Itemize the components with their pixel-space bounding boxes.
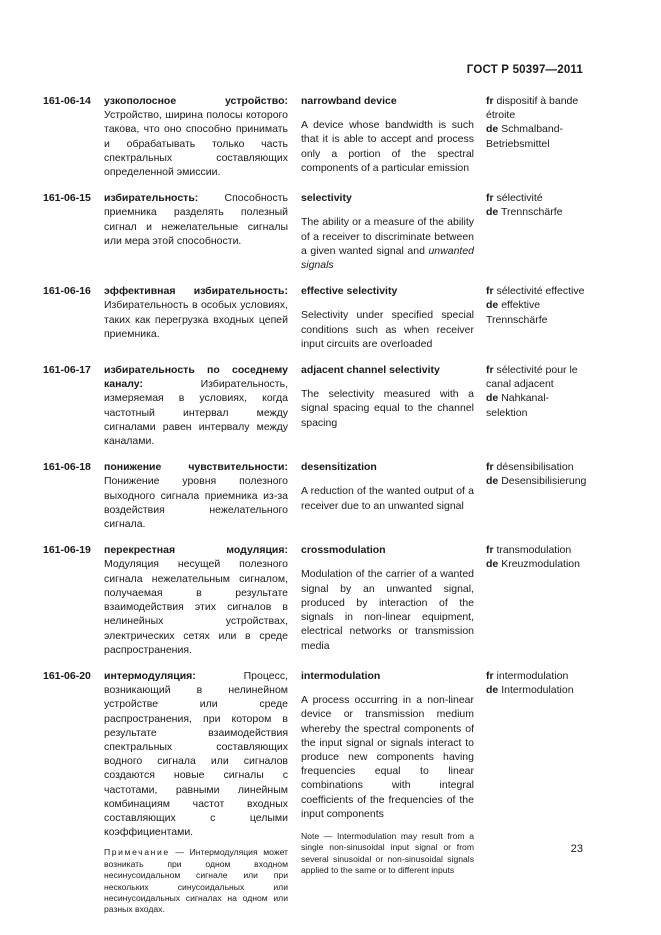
russian-note xyxy=(104,847,288,915)
french-term: intermodulation xyxy=(496,669,569,682)
german-term: Intermodulation xyxy=(501,684,574,697)
english-text-italic: unwanted signals xyxy=(301,244,475,272)
term-entries xyxy=(43,94,588,928)
lang-code-fr: fr xyxy=(486,461,494,474)
lang-code-de: de xyxy=(486,392,499,405)
english-term: crossmodulation xyxy=(301,544,386,557)
russian-definition xyxy=(104,460,288,531)
french-term: transmodulation xyxy=(496,544,572,557)
english-note: Note — Intermodulation may result from a single non-sinusoidal input signal or from several sinusoidal or non-sinusoidal signals applied to the same or to different inputs xyxy=(301,830,474,876)
equivalents xyxy=(486,460,587,488)
term-code: 161-06-20 xyxy=(43,669,91,682)
english-text: A reduction of the wanted output of a receiver due to an unwanted signal xyxy=(301,485,474,512)
term-entry xyxy=(43,543,588,657)
term-entry xyxy=(43,284,588,351)
english-definition xyxy=(301,94,474,175)
term-entry xyxy=(43,94,588,179)
lang-code-fr: fr xyxy=(486,285,494,298)
russian-text: Избирательность, измеряемая в условиях, когда частотный интервал между сигналами равен интервалу между каналами. xyxy=(104,378,288,448)
german-term: Desensibilisierung xyxy=(501,475,587,488)
lang-code-fr: fr xyxy=(486,192,494,205)
english-text: The selectivity measured with a signal spacing equal to the channel spacing xyxy=(301,388,474,429)
lang-code-fr: fr xyxy=(486,544,494,557)
french-term: sélectivité effective xyxy=(496,285,585,298)
term-entry xyxy=(43,363,588,448)
russian-term: узкополосное устройство: xyxy=(104,95,288,107)
term-code: 161-06-19 xyxy=(43,544,91,557)
lang-code-fr: fr xyxy=(486,95,494,107)
german-term: Schmalband-Betriebsmittel xyxy=(486,123,564,150)
english-text: Selectivity under specified special conditions such as when receiver input circuits are overloaded xyxy=(301,309,474,350)
lang-code-de: de xyxy=(486,684,499,697)
equivalents xyxy=(486,363,587,420)
russian-text: Способность приемника разделять полезный сигнал и нежелательные сигналы или мера этой способности. xyxy=(104,192,288,247)
term-code: 161-06-15 xyxy=(43,192,91,205)
french-term: sélectivité xyxy=(496,192,543,205)
russian-term: понижение чувствительности: xyxy=(104,461,288,474)
english-definition xyxy=(301,543,474,652)
english-definition xyxy=(301,363,474,430)
english-text: A device whose bandwidth is such that it is able to accept and process only a portion of the spectral components of a particular emission xyxy=(301,119,474,174)
english-term: narrowband device xyxy=(301,95,397,107)
russian-text: Устройство, ширина полосы которого такова, что оно способно принимать и обрабатывать только часть спектральных составляющих определенной эмиссии. xyxy=(104,109,288,179)
term-code: 161-06-18 xyxy=(43,461,91,474)
english-definition xyxy=(301,460,474,513)
russian-term: интермодуляция: xyxy=(104,669,196,682)
russian-text: Избирательность в особых условиях, таких как перегрузка входных цепей приемника. xyxy=(104,299,288,340)
russian-definition xyxy=(104,94,288,179)
english-text: The ability or a measure of the ability of a receiver to discriminate between a given wanted signal and xyxy=(301,216,474,257)
german-term: effektive Trennschärfe xyxy=(486,299,548,326)
english-term: effective selectivity xyxy=(301,285,398,298)
lang-code-de: de xyxy=(486,123,499,136)
russian-text: Модуляция несущей полезного сигнала нежелательным сигналом, получаемая в результате взаимодействия этих сигналов в нелинейных устройствах, электрических сетях или в среде распространения. xyxy=(104,558,288,656)
english-term: intermodulation xyxy=(301,669,381,682)
english-definition xyxy=(301,191,474,272)
english-definition xyxy=(301,669,474,877)
term-entry xyxy=(43,191,588,272)
page-number: 23 xyxy=(570,843,583,855)
french-term: sélectivité pour le canal adjacent xyxy=(486,364,578,391)
equivalents xyxy=(486,543,587,571)
german-term: Trennschärfe xyxy=(501,206,563,219)
russian-definition xyxy=(104,669,288,916)
term-code: 161-06-17 xyxy=(43,364,91,377)
russian-definition xyxy=(104,363,288,448)
russian-text: Понижение уровня полезного выходного сигнала приемника из-за воздействия нежелательного сигнала. xyxy=(104,475,288,531)
equivalents xyxy=(486,94,587,151)
lang-code-fr: fr xyxy=(486,364,494,377)
german-term: Kreuzmodulation xyxy=(501,558,580,571)
russian-definition xyxy=(104,284,288,341)
russian-term: избирательность по соседнему каналу: xyxy=(104,364,288,391)
french-term: dispositif à bande étroite xyxy=(486,95,579,122)
equivalents xyxy=(486,191,587,219)
french-term: désensibilisation xyxy=(496,461,574,474)
russian-definition xyxy=(104,191,288,248)
english-term: adjacent channel selectivity xyxy=(301,364,440,377)
english-term: desensitization xyxy=(301,461,377,474)
term-entry xyxy=(43,460,588,531)
lang-code-de: de xyxy=(486,558,499,571)
lang-code-de: de xyxy=(486,206,499,219)
english-definition xyxy=(301,284,474,351)
russian-text: Процесс, возникающий в нелинейном устройстве или среде распространения, при котором в результате взаимодействия спектральных составляющих водного сигнала или сигналов создаются новые сигналы с частотами, равными линейным комбинациям частот входных составляющих с целыми коэффициентами. xyxy=(104,669,288,839)
english-text: Modulation of the carrier of a wanted signal by an unwanted signal, produced by interaction of the signals in non-linear equipment, electrical networks or transmission media xyxy=(301,568,474,652)
english-term: selectivity xyxy=(301,192,352,205)
russian-note-label: Примечание xyxy=(104,847,170,858)
russian-term: перекрестная модуляция: xyxy=(104,544,288,557)
russian-note-text: — Интермодуляция может возникать при одном входном несинусоидальном сигнале или при нескольких синусоидальных или несинусоидальных сигналах на одном или разных входах. xyxy=(104,847,288,915)
russian-term: избирательность: xyxy=(104,192,199,205)
lang-code-de: de xyxy=(486,475,499,488)
lang-code-de: de xyxy=(486,299,499,312)
standard-header: ГОСТ Р 50397—2011 xyxy=(466,64,583,76)
lang-code-fr: fr xyxy=(486,669,494,682)
term-entry xyxy=(43,669,588,916)
term-code: 161-06-14 xyxy=(43,95,91,107)
equivalents xyxy=(486,669,587,697)
english-text: A process occurring in a non-linear device or transmission medium whereby the spectral components of the input signal or signals interact to produce new components having frequencies equal to linear combinations with integral coefficients of the frequencies of the input components xyxy=(301,694,474,820)
equivalents xyxy=(486,284,587,327)
russian-definition xyxy=(104,543,288,657)
term-code: 161-06-16 xyxy=(43,285,91,298)
russian-term: эффективная избирательность: xyxy=(104,285,288,298)
german-term: Nahkanal-selektion xyxy=(486,392,550,419)
